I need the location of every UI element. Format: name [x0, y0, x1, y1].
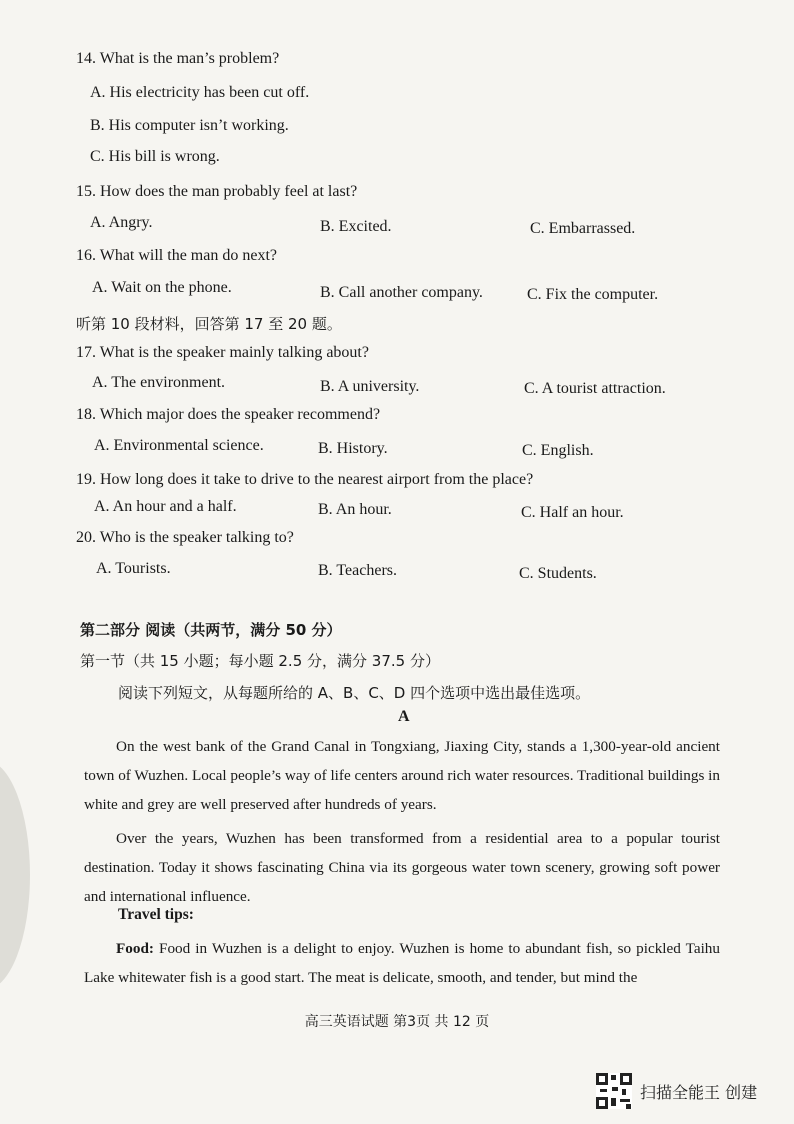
q18-option-c: C. English. [522, 442, 594, 459]
q14-option-a: A. His electricity has been cut off. [90, 84, 310, 101]
q19-option-c: C. Half an hour. [521, 504, 624, 521]
question-18: 18. Which major does the speaker recommend? [76, 406, 381, 423]
q16-option-b: B. Call another company. [320, 284, 483, 301]
q19-option-a: A. An hour and a half. [94, 498, 237, 515]
food-paragraph [84, 934, 720, 992]
q18-option-a: A. Environmental science. [94, 437, 264, 454]
q15-option-c: C. Embarrassed. [530, 220, 636, 237]
travel-tips-heading: Travel tips: [118, 906, 194, 923]
section-one-title: 第一节（共 15 小题；每小题 2.5 分，满分 37.5 分） [80, 652, 440, 670]
passage-paragraph-2: Over the years, Wuzhen has been transformed from a residential area to a popular tourist destination. Today it shows fascinating China via its gorgeous water town scenery, growing soft power and international influence. [84, 830, 720, 905]
q17-option-a: A. The environment. [92, 374, 226, 391]
page-footer: 高三英语试题 第3页 共 12 页 [304, 1014, 490, 1030]
question-15: 15. How does the man probably feel at last? [76, 183, 358, 200]
watermark-text: 扫描全能王 创建 [640, 1082, 758, 1102]
qr-code-icon [596, 1073, 632, 1109]
passage-paragraph-1: On the west bank of the Grand Canal in Tongxiang, Jiaxing City, stands a 1,300-year-old ancient town of Wuzhen. Local people’s way of life centers around rich water resources. Traditional buildings in white and grey are well preserved after hundreds of years. [84, 738, 720, 813]
q20-option-b: B. Teachers. [318, 562, 397, 579]
q14-option-c: C. His bill is wrong. [90, 148, 220, 165]
question-19: 19. How long does it take to drive to the nearest airport from the place? [76, 471, 534, 488]
question-20: 20. Who is the speaker talking to? [76, 529, 294, 546]
q20-option-a: A. Tourists. [96, 560, 171, 577]
q17-option-c: C. A tourist attraction. [524, 380, 666, 397]
question-14: 14. What is the man’s problem? [76, 50, 280, 67]
scan-shadow [0, 760, 30, 990]
q15-option-b: B. Excited. [320, 218, 392, 235]
q20-option-c: C. Students. [519, 565, 597, 582]
q15-option-a: A. Angry. [90, 214, 153, 231]
section-10-instruction: 听第 10 段材料，回答第 17 至 20 题。 [76, 315, 342, 333]
food-label: Food: [116, 940, 154, 957]
q16-option-c: C. Fix the computer. [527, 286, 659, 303]
q17-option-b: B. A university. [320, 378, 420, 395]
question-17: 17. What is the speaker mainly talking about? [76, 344, 369, 361]
scanner-watermark [596, 1073, 757, 1109]
part-two-title: 第二部分 阅读（共两节，满分 50 分） [80, 621, 342, 639]
reading-instruction: 阅读下列短文，从每题所给的 A、B、C、D 四个选项中选出最佳选项。 [118, 684, 591, 702]
passage-label: A [398, 708, 410, 725]
q18-option-b: B. History. [318, 440, 388, 457]
food-text: Food in Wuzhen is a delight to enjoy. Wuzhen is home to abundant fish, so pickled Taihu Lake whitewater fish is a good start. The meat is delicate, smooth, and tender, but mind the [84, 940, 720, 986]
question-16: 16. What will the man do next? [76, 247, 277, 264]
q16-option-a: A. Wait on the phone. [92, 279, 232, 296]
q19-option-b: B. An hour. [318, 501, 392, 518]
q14-option-b: B. His computer isn’t working. [90, 117, 289, 134]
